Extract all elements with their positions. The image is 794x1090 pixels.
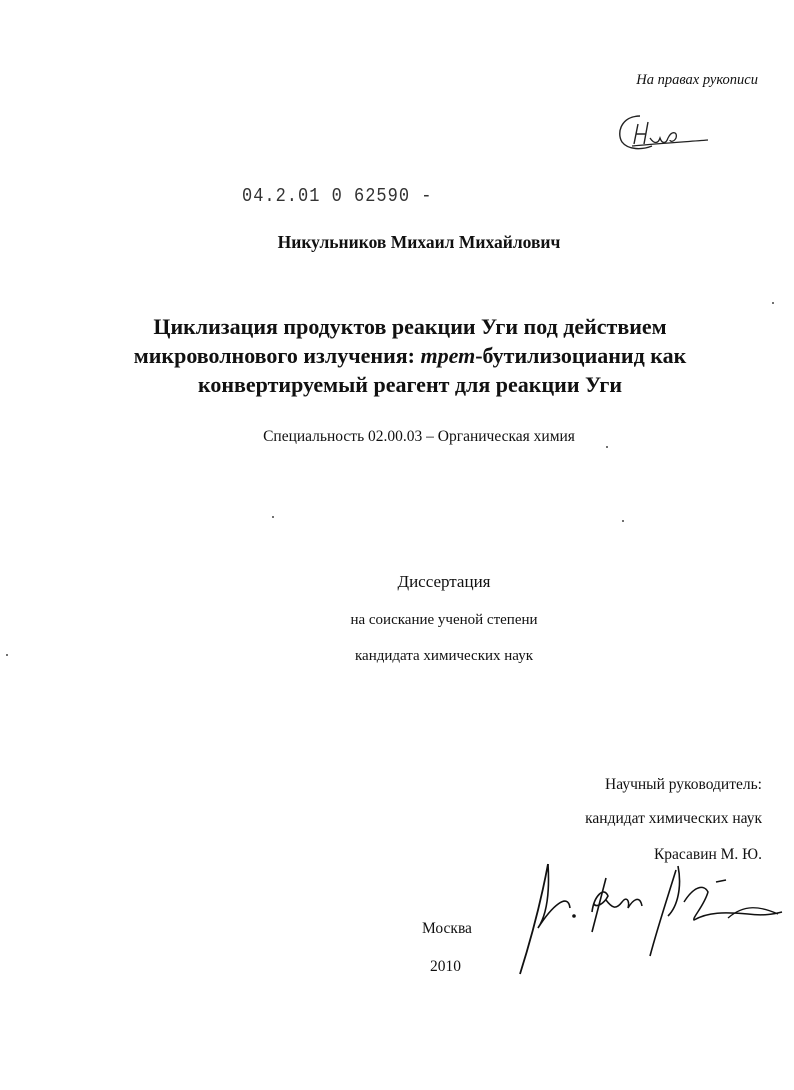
supervisor-degree: кандидат химических наук xyxy=(585,810,762,827)
supervisor-name: Красавин М. Ю. xyxy=(653,846,762,863)
degree-line-2: кандидата химических наук xyxy=(354,648,533,664)
title-line-2 xyxy=(110,341,710,370)
author-signature xyxy=(612,110,712,154)
scan-speck xyxy=(6,654,8,656)
city: Москва xyxy=(422,920,472,937)
scan-speck xyxy=(272,516,274,518)
scan-speck xyxy=(622,520,624,522)
manuscript-rights-label: На правах рукописи xyxy=(636,72,758,88)
author-name: Никульников Михаил Михайлович xyxy=(277,232,561,252)
title-line-3: конвертируемый реагент для реакции Уги xyxy=(197,372,623,397)
specialty-line: Специальность 02.00.03 – Органическая химия xyxy=(263,428,575,445)
title-line-1: Циклизация продуктов реакции Уги под действием xyxy=(153,314,667,339)
title-line-2-start: микроволнового излучения: xyxy=(133,343,421,368)
supervisor-label: Научный руководитель: xyxy=(605,776,762,793)
scan-speck xyxy=(606,446,608,448)
title-line-2-italic: трет xyxy=(420,343,476,368)
supervisor-signature xyxy=(508,856,784,976)
registration-number-stamp: 04.2.01 0 62590 - xyxy=(242,186,433,208)
degree-line-1: на соискание ученой степени xyxy=(350,612,538,628)
document-type: Диссертация xyxy=(397,572,491,591)
title-line-2-end: -бутилизоцианид как xyxy=(475,343,687,368)
dissertation-title xyxy=(110,312,710,399)
year: 2010 xyxy=(430,958,461,975)
scan-speck xyxy=(772,302,774,304)
